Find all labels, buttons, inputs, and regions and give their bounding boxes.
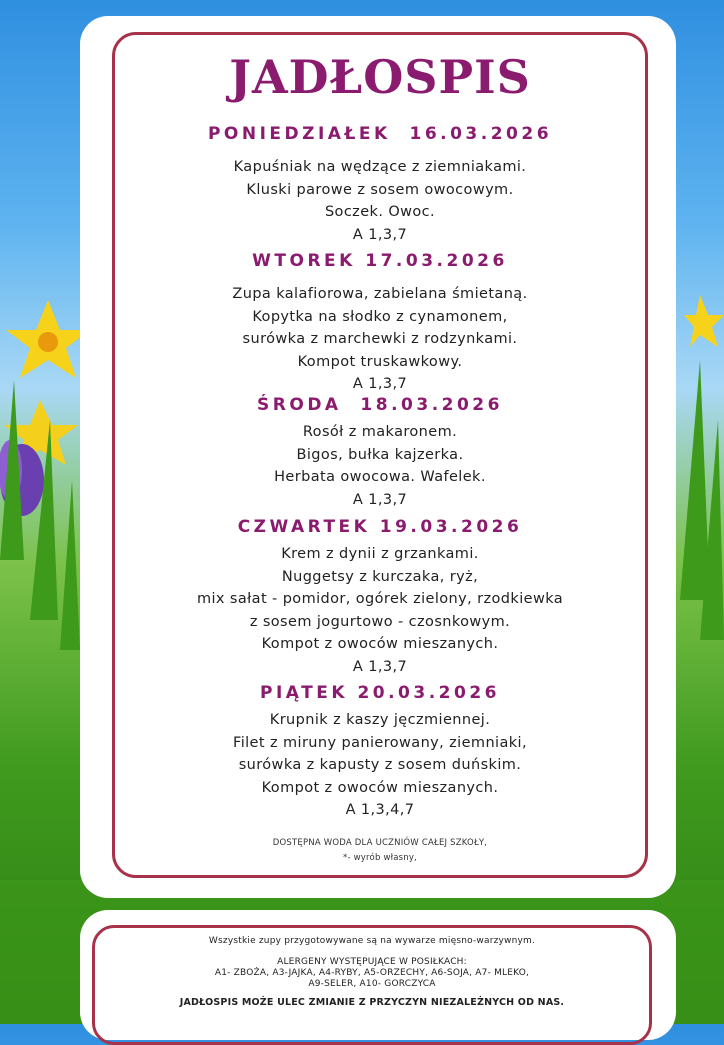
menu-item: Kompot truskawkowy.	[297, 353, 463, 370]
allergen-code: A 1,3,4,7	[345, 802, 415, 818]
day-monday	[112, 124, 648, 246]
menu-item: Nuggetsy z kurczaka, ryż,	[281, 568, 479, 585]
day-heading: ŚRODA 18.03.2026	[257, 395, 503, 415]
menu-item: surówka z kapusty z sosem duńskim.	[238, 757, 522, 773]
menu-item: mix sałat - pomidor, ogórek zielony, rzodkiewka	[196, 591, 564, 607]
allergens-title: ALERGENY WYSTĘPUJĄCE W POSIŁKACH:	[277, 957, 467, 967]
allergen-code: A 1,3,7	[352, 491, 408, 508]
water-note: DOSTĘPNA WODA DLA UCZNIÓW CAŁEJ SZKOŁY,	[272, 838, 488, 848]
day-heading: CZWARTEK 19.03.2026	[237, 517, 523, 537]
menu-item: Herbata owocowa. Wafelek.	[274, 469, 486, 485]
allergen-code: A 1,3,7	[352, 226, 408, 243]
menu-item: Rosół z makaronem.	[302, 424, 458, 440]
disclaimer: JADŁOSPIS MOŻE ULEC ZMIANIE Z PRZYCZYN NIEZALEŻNYCH OD NAS.	[179, 997, 565, 1008]
allergens-list: A1- ZBOŻA, A3-JAJKA, A4-RYBY, A5-ORZECHY, A6-SOJA, A7- MLEKO,	[214, 968, 530, 978]
allergens-list-cont: A9-SELER, A10- GORCZYCA	[308, 979, 436, 989]
day-thursday	[112, 517, 648, 678]
allergen-code: A 1,3,7	[352, 658, 408, 675]
day-tuesday	[112, 251, 648, 396]
page-title: JADŁOSPIS	[229, 50, 531, 104]
menu-item: Krupnik z kaszy jęczmiennej.	[269, 712, 491, 728]
day-heading: PONIEDZIAŁEK 16.03.2026	[207, 124, 553, 144]
day-heading: PIĄTEK 20.03.2026	[260, 683, 500, 703]
menu-item: Kompot z owoców mieszanych.	[261, 636, 499, 652]
day-heading: WTOREK 17.03.2026	[252, 251, 508, 271]
menu-item: Zupa kalafiorowa, zabielana śmietaną.	[232, 286, 528, 302]
daffodil-right-icon	[684, 295, 724, 347]
menu-item: Kapuśniak na wędzące z ziemniakami.	[233, 159, 527, 175]
soups-note: Wszystkie zupy przygotowywane są na wywarze mięsno-warzywnym.	[208, 936, 536, 946]
menu-item: Kluski parowe z sosem owocowym.	[246, 181, 514, 198]
day-wednesday	[112, 395, 648, 511]
allergen-code: A 1,3,7	[352, 376, 408, 392]
menu-item: Soczek. Owoc.	[324, 204, 436, 220]
menu-item: Filet z miruny panierowany, ziemniaki,	[233, 734, 527, 751]
menu-item: surówka z marchewki z rodzynkami.	[242, 331, 518, 347]
menu-item: z sosem jogurtowo - czosnkowym.	[249, 613, 511, 630]
menu-item: Krem z dynii z grzankami.	[281, 546, 479, 562]
menu-item: Kopytka na słodko z cynamonem,	[252, 308, 508, 325]
menu-item: Bigos, bułka kajzerka.	[296, 446, 464, 463]
own-product-note: *- wyrób własny,	[343, 853, 417, 863]
menu-item: Kompot z owoców mieszanych.	[261, 779, 499, 796]
day-friday	[112, 683, 648, 822]
